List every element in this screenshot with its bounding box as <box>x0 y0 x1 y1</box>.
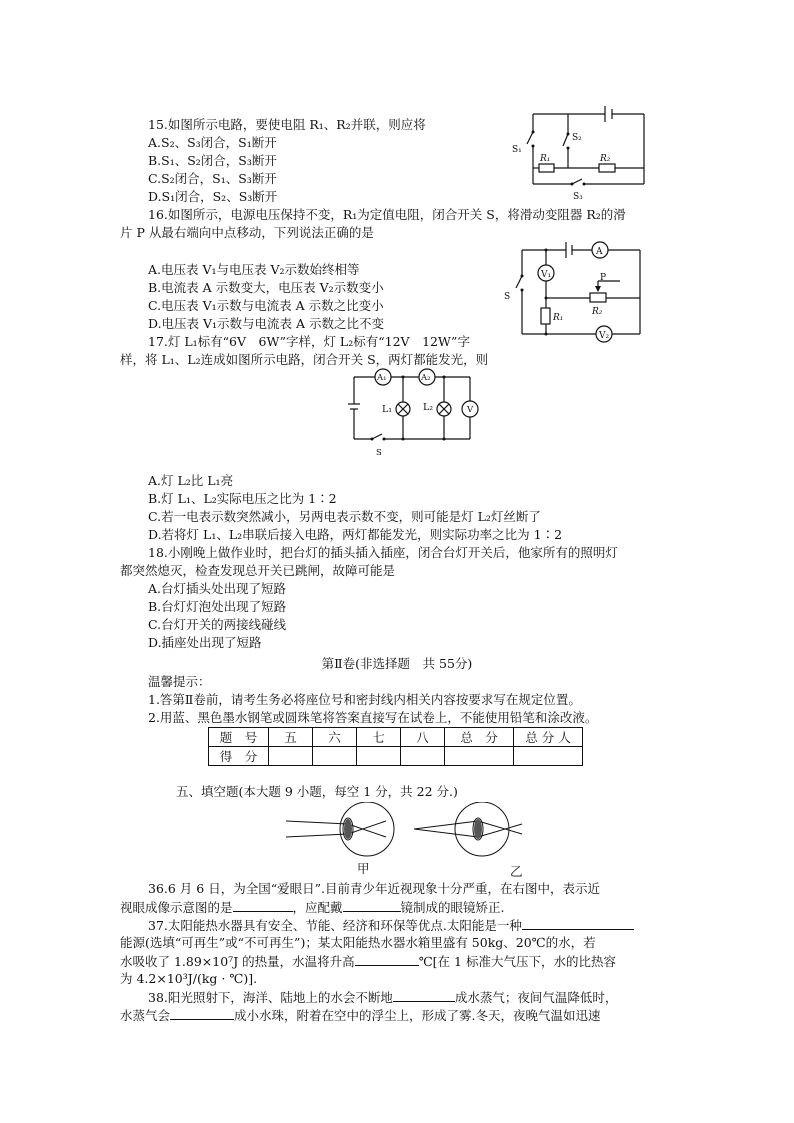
q18-option-a: A.台灯插头处出现了短路 <box>148 581 287 596</box>
score-cell[interactable] <box>357 747 401 766</box>
q16-stem-line1: 16.如图所示，电源电压保持不变，R₁为定值电阻，闭合开关 S，将滑动变阻器 R₂的滑 <box>148 207 626 222</box>
q15-option-a: A.S₂、S₃闭合，S₁断开 <box>148 135 277 150</box>
score-table-header: 总 分 人 <box>514 728 583 747</box>
q36-answer-blank-2[interactable] <box>343 898 401 912</box>
q15-stem: 15.如图所示电路，要使电阻 R₁、R₂并联，则应将 <box>148 117 426 132</box>
part2-title: 第Ⅱ卷(非选择题 共 55分) <box>321 656 473 671</box>
q36-line2 <box>120 898 505 917</box>
part2-tip-1: 1.答第Ⅱ卷前，请考生务必将座位号和密封线内相关内容按要求写在规定位置。 <box>148 692 581 707</box>
q38-line1 <box>148 988 617 1007</box>
q16-r1-label: R₁ <box>553 313 564 323</box>
q17-option-c: C.若一电表示数突然减小，另两电表示数不变，则可能是灯 L₂灯丝断了 <box>148 509 541 524</box>
part2-tip-title: 温馨提示： <box>148 674 211 689</box>
q37-answer-blank-2[interactable] <box>355 952 419 966</box>
q37-line2: 能源(选填“可再生”或“不可再生”)；某太阳能热水器水箱里盛有 50kg、20℃的水，若 <box>120 935 596 950</box>
eye-label-yi: 乙 <box>510 864 523 878</box>
q17-option-d: D.若将灯 L₁、L₂串联后接入电路，两灯都能发光，则实际功率之比为 1∶2 <box>148 527 563 542</box>
q17-stem-line1: 17.灯 L₁标有“6V 6W”字样，灯 L₂标有“12V 12W”字 <box>148 334 470 349</box>
q36-text-b: ，应配戴 <box>292 900 343 915</box>
q38-answer-blank-1[interactable] <box>393 988 455 1002</box>
q38-text-2b: 成小水珠，附着在空中的浮尘上，形成了雾.冬天，夜晚气温如迅速 <box>234 1008 601 1023</box>
score-table-header: 五 <box>269 728 313 747</box>
q17-option-b: B.灯 L₁、L₂实际电压之比为 1∶2 <box>148 491 337 506</box>
q17-l2-label: L₂ <box>423 402 434 413</box>
q17-switch-label: S <box>376 448 382 458</box>
q17-v-label: V <box>467 405 474 415</box>
q15-option-c: C.S₂闭合，S₁、S₃断开 <box>148 171 277 186</box>
q37-line3 <box>120 952 616 971</box>
q38-text-1b: 成水蒸气；夜间气温降低时， <box>454 990 618 1005</box>
q16-switch-label: S <box>504 292 511 302</box>
q16-stem-line2: 片 P 从最右端向中点移动，下列说法正确的是 <box>120 225 374 240</box>
q16-v2-label: V₂ <box>599 331 610 341</box>
q37-text-3b: ℃[在 1 标准大气压下，水的比热容 <box>418 954 616 969</box>
q16-option-c: C.电压表 V₁示数与电流表 A 示数之比变小 <box>148 298 384 313</box>
q36-text-a: 视眼成像示意图的是 <box>120 900 233 915</box>
part2-tip-2: 2.用蓝、黑色墨水钢笔或圆珠笔将答案直接写在试卷上，不能使用铅笔和涂改液。 <box>148 710 598 725</box>
eye-label-jia: 甲 <box>357 861 370 876</box>
q18-stem-line2: 都突然熄灭，检查发现总开关已跳闸，故障可能是 <box>120 563 396 578</box>
q37-text-1: 37.太阳能热水器具有安全、节能、经济和环保等优点.太阳能是一种 <box>148 918 522 933</box>
score-table-row-label: 得 分 <box>209 747 269 766</box>
q17-circuit-diagram <box>342 366 492 458</box>
score-cell[interactable] <box>401 747 445 766</box>
q16-r2-label: R₂ <box>592 307 603 317</box>
q37-line4: 为 4.2×10³J/(kg · ℃)]. <box>120 971 258 986</box>
q38-text-1a: 38.阳光照射下，海洋、陆地上的水会不断地 <box>148 990 393 1005</box>
q16-slider-label: P <box>600 273 607 283</box>
q15-label-r2: R₂ <box>600 154 611 164</box>
q37-text-3a: 水吸收了 1.89×10⁷J 的热量，水温将升高 <box>120 954 355 969</box>
score-cell[interactable] <box>445 747 514 766</box>
score-table-header-row <box>209 728 583 747</box>
q18-option-d: D.插座处出现了短路 <box>148 635 262 650</box>
q18-stem-line1: 18.小刚晚上做作业时，把台灯的插头插入插座，闭合台灯开关后，他家所有的照明灯 <box>148 545 618 560</box>
score-cell[interactable] <box>269 747 313 766</box>
section5-title: 五、填空题(本大题 9 小题，每空 1 分，共 22 分.) <box>176 784 458 799</box>
q38-text-2a: 水蒸气会 <box>120 1008 171 1023</box>
score-cell[interactable] <box>514 747 583 766</box>
score-cell[interactable] <box>313 747 357 766</box>
q16-ammeter-label: A <box>596 247 603 257</box>
q16-option-b: B.电流表 A 示数变大，电压表 V₂示数变小 <box>148 280 384 295</box>
q37-answer-blank-1[interactable] <box>522 916 634 930</box>
q18-option-b: B.台灯灯泡处出现了短路 <box>148 599 287 614</box>
score-table-header: 八 <box>401 728 445 747</box>
score-table-header: 题 号 <box>209 728 269 747</box>
q18-option-c: C.台灯开关的两接线碰线 <box>148 617 287 632</box>
score-table-header: 总 分 <box>445 728 514 747</box>
q15-label-s2: S₂ <box>572 133 582 143</box>
q17-stem-line2: 样，将 L₁、L₂连成如图所示电路，闭合开关 S，两灯都能发光，则 <box>120 352 489 367</box>
q16-v1-label: V₁ <box>541 270 552 280</box>
q17-a1-label: A₁ <box>377 373 387 383</box>
q16-option-a: A.电压表 V₁与电压表 V₂示数始终相等 <box>148 262 360 277</box>
q16-circuit-diagram <box>500 236 655 348</box>
q15-option-d: D.S₁闭合，S₂、S₃断开 <box>148 189 278 204</box>
score-table-score-row <box>209 747 583 766</box>
eye-diagrams <box>282 802 542 878</box>
q36-line1: 36.6 月 6 日，为全国“爱眼日”.目前青少年近视现象十分严重，在右图中，表示近 <box>148 881 600 896</box>
q15-circuit-diagram <box>508 100 658 205</box>
q15-option-b: B.S₁、S₂闭合，S₃断开 <box>148 153 277 168</box>
q15-label-s1: S₁ <box>512 145 522 155</box>
q15-label-r1: R₁ <box>540 154 551 164</box>
q37-line1 <box>148 916 634 935</box>
q17-a2-label: A₂ <box>421 373 431 383</box>
q36-text-c: 镜制成的眼镜矫正. <box>400 900 505 915</box>
q17-option-a: A.灯 L₂比 L₁亮 <box>148 473 234 488</box>
score-table <box>208 727 583 766</box>
q38-line2 <box>120 1006 601 1025</box>
score-table-header: 七 <box>357 728 401 747</box>
q36-answer-blank-1[interactable] <box>233 898 293 912</box>
q15-label-s3: S₃ <box>573 192 583 202</box>
q38-answer-blank-2[interactable] <box>170 1006 234 1020</box>
q16-option-d: D.电压表 V₁示数与电流表 A 示数之比不变 <box>148 316 385 331</box>
q17-l1-label: L₁ <box>382 404 393 415</box>
score-table-header: 六 <box>313 728 357 747</box>
